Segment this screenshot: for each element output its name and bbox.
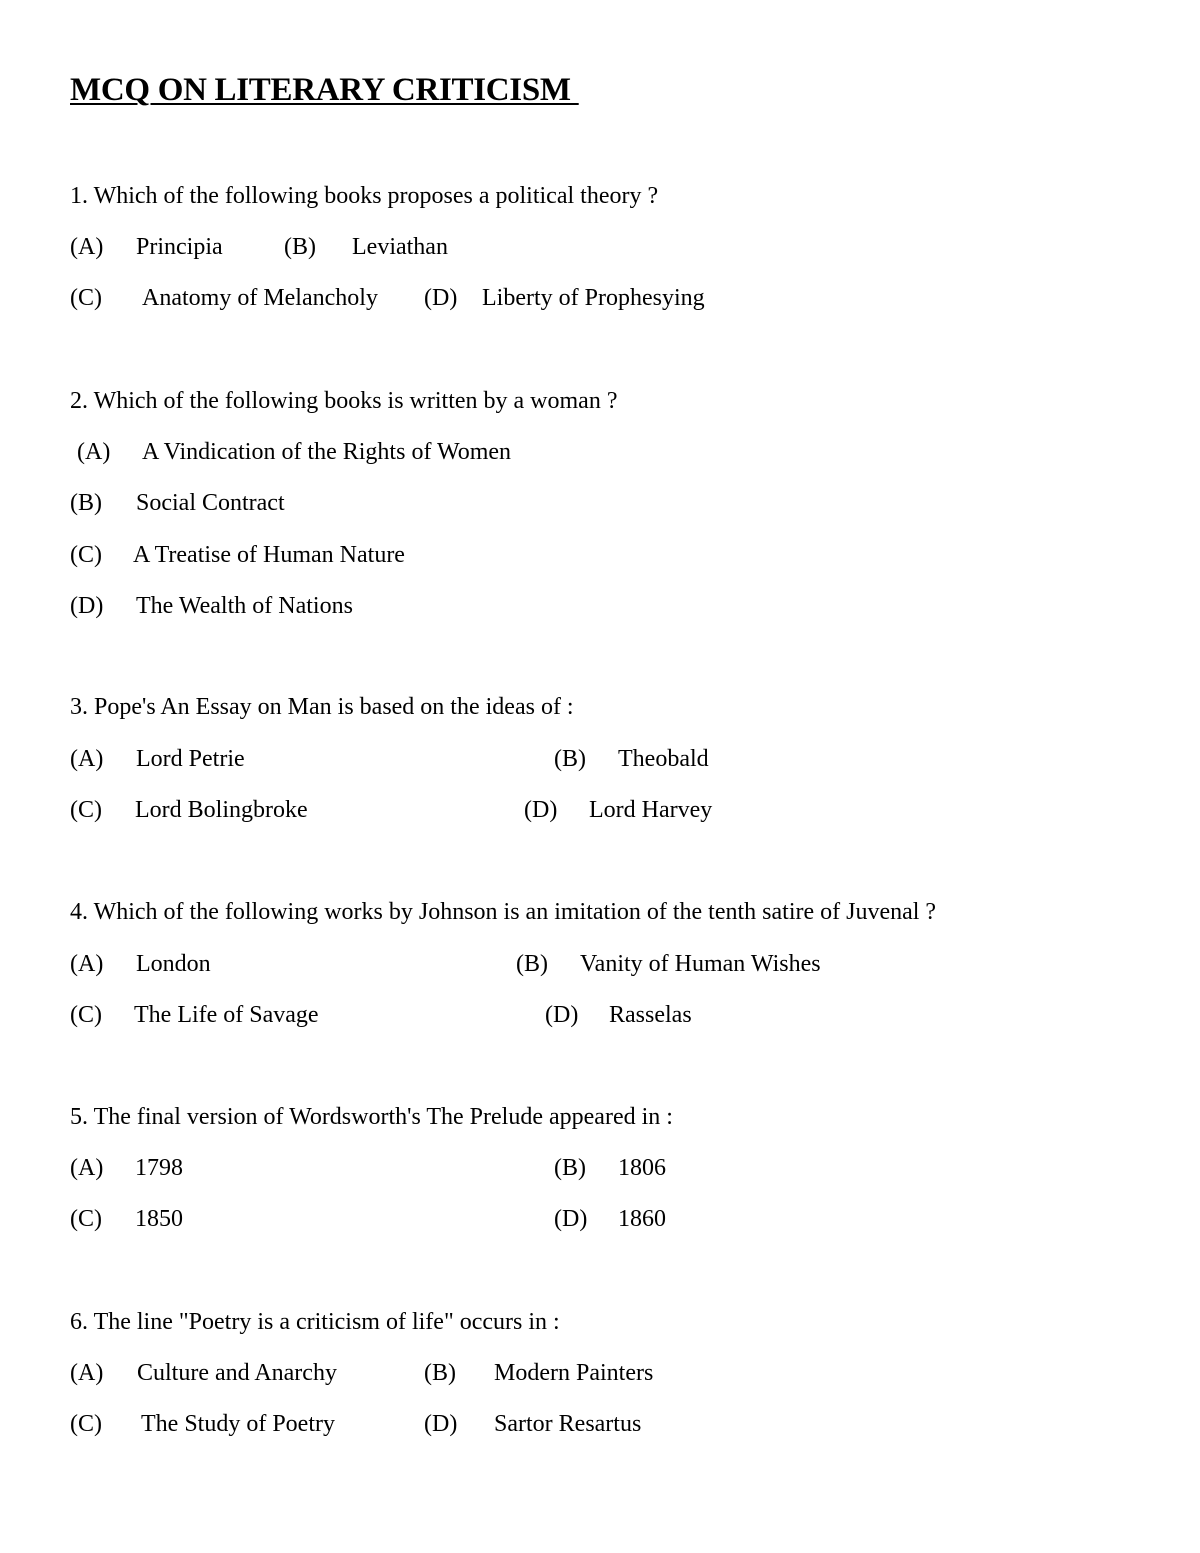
- question-2: [70, 387, 617, 415]
- option-4c: [70, 1001, 319, 1029]
- option-text: A Treatise of Human Nature: [133, 542, 405, 568]
- option-label: (D): [424, 285, 458, 311]
- option-text: Social Contract: [136, 490, 285, 516]
- option-label: (B): [70, 490, 102, 516]
- option-6d: [424, 1410, 642, 1438]
- question-3: [70, 693, 574, 721]
- option-label: (C): [70, 1002, 102, 1028]
- option-label: (D): [424, 1411, 458, 1437]
- option-label: (D): [524, 797, 558, 823]
- option-label: (C): [70, 542, 102, 568]
- question-number: 3.: [70, 694, 88, 720]
- option-2a: [77, 438, 512, 466]
- option-text: Modern Painters: [494, 1360, 654, 1386]
- option-5d: [554, 1205, 666, 1233]
- question-text: Pope's An Essay on Man is based on the ideas of :: [94, 694, 574, 720]
- option-2d: [70, 592, 353, 620]
- option-label: (C): [70, 1206, 102, 1232]
- option-1c: [70, 284, 378, 312]
- question-number: 6.: [70, 1309, 88, 1335]
- option-text: 1798: [135, 1155, 183, 1181]
- option-label: (A): [70, 234, 104, 260]
- option-text: 1806: [618, 1155, 666, 1181]
- option-label: (A): [70, 1360, 104, 1386]
- option-3a: [70, 745, 245, 773]
- option-5a: [70, 1154, 183, 1182]
- option-2b: [70, 489, 285, 517]
- option-text: Lord Bolingbroke: [135, 797, 308, 823]
- option-6c: [70, 1410, 335, 1438]
- option-label: (D): [554, 1206, 588, 1232]
- option-text: Lord Harvey: [589, 797, 713, 823]
- option-3b: [554, 745, 709, 773]
- question-number: 1.: [70, 183, 88, 209]
- question-5: [70, 1103, 673, 1131]
- option-text: Anatomy of Melancholy: [142, 285, 378, 311]
- option-text: Lord Petrie: [136, 746, 245, 772]
- option-text: Theobald: [618, 746, 709, 772]
- option-5c: [70, 1205, 183, 1233]
- option-text: The Life of Savage: [134, 1002, 319, 1028]
- option-label: (D): [70, 593, 104, 619]
- question-text: The final version of Wordsworth's The Prelude appeared in :: [93, 1104, 673, 1130]
- option-text: Culture and Anarchy: [137, 1360, 337, 1386]
- question-number: 4.: [70, 899, 88, 925]
- option-label: (B): [554, 1155, 586, 1181]
- option-text: Principia: [136, 234, 223, 260]
- option-4d: [545, 1001, 692, 1029]
- option-label: (A): [77, 439, 111, 465]
- option-6b: [424, 1359, 654, 1387]
- option-label: (B): [284, 234, 316, 260]
- option-4b: [516, 950, 821, 978]
- option-6a: [70, 1359, 337, 1387]
- option-label: (C): [70, 1411, 102, 1437]
- page-title: MCQ ON LITERARY CRITICISM: [70, 72, 579, 108]
- option-label: (A): [70, 951, 104, 977]
- option-label: (B): [424, 1360, 456, 1386]
- option-text: Vanity of Human Wishes: [580, 951, 821, 977]
- option-label: (A): [70, 1155, 104, 1181]
- question-number: 2.: [70, 388, 88, 414]
- option-text: The Wealth of Nations: [136, 593, 353, 619]
- question-text: Which of the following works by Johnson is an imitation of the tenth satire of Juvenal ?: [93, 899, 937, 925]
- option-label: (A): [70, 746, 104, 772]
- question-text: The line "Poetry is a criticism of life" occurs in :: [93, 1309, 560, 1335]
- option-1a: [70, 233, 223, 261]
- option-4a: [70, 950, 211, 978]
- question-4: [70, 898, 936, 926]
- option-3d: [524, 796, 713, 824]
- question-text: Which of the following books proposes a political theory ?: [93, 183, 659, 209]
- option-text: Liberty of Prophesying: [482, 285, 705, 311]
- option-text: Leviathan: [352, 234, 448, 260]
- option-text: A Vindication of the Rights of Women: [142, 439, 512, 465]
- question-number: 5.: [70, 1104, 88, 1130]
- option-5b: [554, 1154, 666, 1182]
- option-label: (D): [545, 1002, 579, 1028]
- option-2c: [70, 541, 405, 569]
- option-text: Sartor Resartus: [494, 1411, 642, 1437]
- option-label: (B): [516, 951, 548, 977]
- question-1: [70, 182, 658, 210]
- question-6: [70, 1308, 560, 1336]
- option-label: (C): [70, 285, 102, 311]
- option-label: (B): [554, 746, 586, 772]
- option-text: London: [136, 951, 211, 977]
- option-1d: [424, 284, 705, 312]
- option-1b: [284, 233, 448, 261]
- option-3c: [70, 796, 308, 824]
- option-text: The Study of Poetry: [141, 1411, 335, 1437]
- option-label: (C): [70, 797, 102, 823]
- option-text: Rasselas: [609, 1002, 692, 1028]
- question-text: Which of the following books is written by a woman ?: [93, 388, 618, 414]
- option-text: 1850: [135, 1206, 183, 1232]
- option-text: 1860: [618, 1206, 666, 1232]
